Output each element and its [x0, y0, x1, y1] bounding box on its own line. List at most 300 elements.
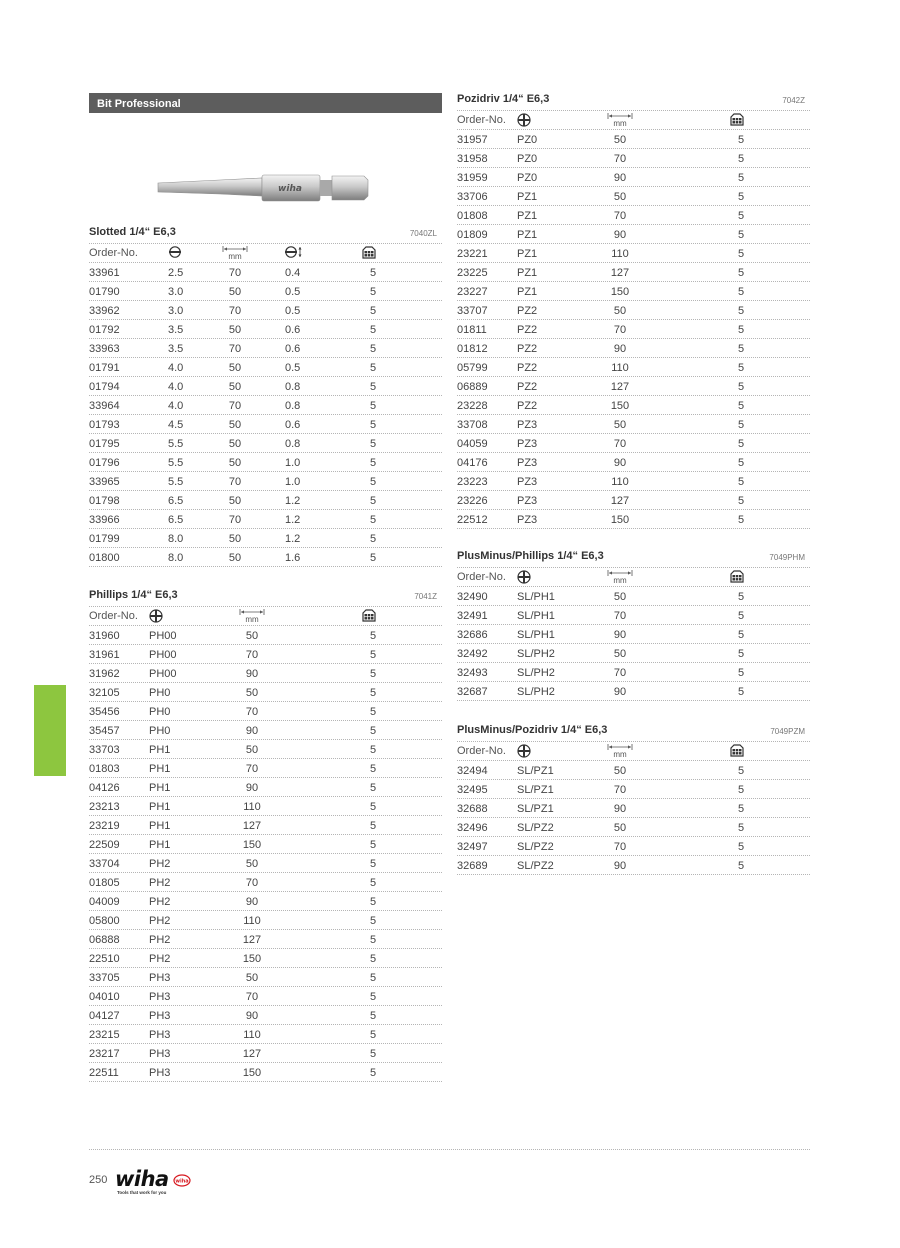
length-cell: 127 — [610, 381, 630, 393]
pack-qty-cell: 5 — [369, 1048, 377, 1060]
length-cell: 90 — [613, 860, 627, 872]
length-cell: 90 — [245, 896, 259, 908]
order-no-cell: 32497 — [457, 841, 488, 853]
length-cell: 90 — [245, 725, 259, 737]
order-no-cell: 22509 — [89, 839, 120, 851]
table-row — [89, 282, 442, 301]
order-no-cell: 35456 — [89, 706, 120, 718]
pack-qty-cell: 5 — [737, 686, 745, 698]
table-row — [89, 434, 442, 453]
length-cell: 90 — [613, 629, 627, 641]
blade-thickness-cell: 0.5 — [285, 362, 301, 374]
pack-qty-cell: 5 — [737, 591, 745, 603]
pack-qty-cell: 5 — [737, 648, 745, 660]
blade-thickness-cell: 1.2 — [285, 495, 301, 507]
order-no-cell: 01796 — [89, 457, 120, 469]
length-cell: 127 — [242, 1048, 262, 1060]
slotted-section — [89, 223, 442, 567]
order-no-cell: 31959 — [457, 172, 488, 184]
order-no-cell: 01800 — [89, 552, 120, 564]
order-no-cell: 04126 — [89, 782, 120, 794]
tip-size-cell: SL/PZ2 — [517, 860, 554, 872]
table-row — [89, 949, 442, 968]
pack-qty-cell: 5 — [369, 858, 377, 870]
table-row — [89, 683, 442, 702]
section-title: Pozidriv 1/4“ E6,3 — [457, 93, 550, 105]
order-no-cell: 01808 — [457, 210, 488, 222]
order-no-cell: 31962 — [89, 668, 120, 680]
length-cell: 50 — [228, 552, 242, 564]
table-row — [457, 168, 810, 187]
phillips-section — [89, 586, 442, 1082]
order-no-cell: 23217 — [89, 1048, 120, 1060]
length-cell: 70 — [245, 649, 259, 661]
table-header-row — [457, 742, 810, 761]
length-cell: 150 — [242, 953, 262, 965]
order-no-cell: 01803 — [89, 763, 120, 775]
table-row — [457, 682, 810, 701]
tip-size-cell: PH2 — [149, 934, 171, 946]
section-code: 7049PZM — [770, 727, 805, 736]
blade-thickness-cell: 0.4 — [285, 267, 301, 279]
tip-size-cell: PH00 — [149, 668, 177, 680]
tip-size-cell: PH0 — [149, 687, 171, 699]
order-no-cell: 31957 — [457, 134, 488, 146]
length-cell: 90 — [245, 1010, 259, 1022]
tip-size-cell: SL/PH2 — [517, 667, 555, 679]
length-cell: 70 — [245, 877, 259, 889]
table-header-row — [89, 607, 442, 626]
tip-size-cell: PH1 — [149, 820, 171, 832]
table-row — [89, 854, 442, 873]
order-no-cell: 32495 — [457, 784, 488, 796]
tip-size-cell: PH2 — [149, 915, 171, 927]
pack-qty-cell: 5 — [737, 784, 745, 796]
pack-qty-cell: 5 — [737, 172, 745, 184]
order-no-cell: 32493 — [457, 667, 488, 679]
order-no-cell: 32491 — [457, 610, 488, 622]
order-no-header: Order-No. — [89, 610, 138, 622]
tip-size-cell: SL/PH1 — [517, 629, 555, 641]
table-row — [457, 377, 810, 396]
length-cell: 70 — [613, 784, 627, 796]
blade-thickness-cell: 0.8 — [285, 438, 301, 450]
table-row — [89, 1063, 442, 1082]
pack-qty-cell: 5 — [369, 1029, 377, 1041]
table-row — [457, 606, 810, 625]
tip-size-cell: PH0 — [149, 706, 171, 718]
order-no-cell: 33963 — [89, 343, 120, 355]
blade-width-cell: 5.5 — [168, 457, 184, 469]
length-cell: 70 — [613, 210, 627, 222]
order-no-header: Order-No. — [457, 571, 506, 583]
order-no-cell: 22512 — [457, 514, 488, 526]
blade-thickness-cell: 1.0 — [285, 476, 301, 488]
order-no-cell: 01799 — [89, 533, 120, 545]
pack-quantity-icon — [730, 113, 744, 126]
tip-size-cell: PZ3 — [517, 438, 538, 450]
table-row — [89, 721, 442, 740]
order-no-cell: 31961 — [89, 649, 120, 661]
pack-qty-cell: 5 — [369, 934, 377, 946]
section-title: PlusMinus/Pozidriv 1/4“ E6,3 — [457, 724, 608, 736]
order-no-cell: 06889 — [457, 381, 488, 393]
tip-size-cell: SL/PZ2 — [517, 841, 554, 853]
blade-thickness-cell: 1.2 — [285, 533, 301, 545]
length-cell: 50 — [613, 305, 627, 317]
order-no-cell: 04010 — [89, 991, 120, 1003]
blade-width-cell: 3.5 — [168, 324, 184, 336]
table-row — [457, 625, 810, 644]
order-no-cell: 23219 — [89, 820, 120, 832]
table-row — [457, 149, 810, 168]
pack-qty-cell: 5 — [369, 744, 377, 756]
tip-size-cell: PZ1 — [517, 229, 538, 241]
order-no-cell: 05799 — [457, 362, 488, 374]
table-row — [89, 1006, 442, 1025]
length-cell: 127 — [242, 820, 262, 832]
length-cell: 70 — [613, 667, 627, 679]
tip-size-cell: PH2 — [149, 858, 171, 870]
table-row — [89, 491, 442, 510]
length-cell: 50 — [228, 533, 242, 545]
length-cell: 150 — [610, 514, 630, 526]
section-code: 7042Z — [782, 96, 805, 105]
length-cell: 70 — [228, 343, 242, 355]
pack-qty-cell: 5 — [737, 400, 745, 412]
table-row — [89, 740, 442, 759]
pack-qty-cell: 5 — [369, 267, 377, 279]
table-row — [89, 415, 442, 434]
tip-size-cell: PZ0 — [517, 172, 538, 184]
tip-size-cell: PZ2 — [517, 343, 538, 355]
slotted-blade-width-icon — [168, 246, 182, 258]
length-cell: 50 — [613, 591, 627, 603]
order-no-cell: 32688 — [457, 803, 488, 815]
table-row — [89, 778, 442, 797]
table-row — [457, 263, 810, 282]
length-cell: 70 — [613, 438, 627, 450]
order-no-cell: 01809 — [457, 229, 488, 241]
blade-width-cell: 4.0 — [168, 400, 184, 412]
tip-size-cell: PH0 — [149, 725, 171, 737]
order-no-cell: 06888 — [89, 934, 120, 946]
table-row — [457, 434, 810, 453]
length-cell: 127 — [610, 495, 630, 507]
table-row — [457, 358, 810, 377]
order-no-cell: 22511 — [89, 1067, 119, 1079]
tip-size-cell: PZ2 — [517, 381, 538, 393]
table-row — [457, 453, 810, 472]
length-cell: 90 — [613, 457, 627, 469]
length-cell: 90 — [613, 343, 627, 355]
length-cell: 70 — [245, 763, 259, 775]
order-no-cell: 01794 — [89, 381, 120, 393]
pack-qty-cell: 5 — [369, 495, 377, 507]
pack-qty-cell: 5 — [369, 953, 377, 965]
length-mm-icon — [607, 570, 633, 584]
tip-size-cell: PZ3 — [517, 495, 538, 507]
blade-width-cell: 8.0 — [168, 552, 184, 564]
tip-size-cell: PH2 — [149, 896, 171, 908]
blade-width-cell: 5.5 — [168, 476, 184, 488]
length-cell: 50 — [245, 972, 259, 984]
pack-qty-cell: 5 — [737, 841, 745, 853]
length-cell: 70 — [228, 305, 242, 317]
pack-qty-cell: 5 — [369, 305, 377, 317]
tip-size-cell: PH3 — [149, 1029, 171, 1041]
order-no-cell: 32686 — [457, 629, 488, 641]
tip-size-cell: SL/PZ1 — [517, 765, 554, 777]
length-cell: 70 — [245, 991, 259, 1003]
order-no-cell: 32490 — [457, 591, 488, 603]
length-cell: 50 — [245, 687, 259, 699]
table-row — [457, 206, 810, 225]
length-cell: 50 — [245, 858, 259, 870]
table-row — [89, 301, 442, 320]
pack-quantity-icon — [730, 570, 744, 583]
pack-qty-cell: 5 — [369, 286, 377, 298]
pack-qty-cell: 5 — [737, 457, 745, 469]
table-row — [89, 396, 442, 415]
pack-qty-cell: 5 — [369, 1067, 377, 1079]
logo-tagline: Tools that work for you — [117, 1190, 167, 1195]
table-row — [89, 987, 442, 1006]
table-row — [89, 453, 442, 472]
section-title: Slotted 1/4“ E6,3 — [89, 226, 176, 238]
pack-qty-cell: 5 — [369, 476, 377, 488]
table-row — [457, 339, 810, 358]
tip-size-cell: PZ3 — [517, 419, 538, 431]
table-row — [457, 320, 810, 339]
pack-qty-cell: 5 — [737, 210, 745, 222]
svg-text:mm: mm — [613, 750, 627, 758]
length-cell: 50 — [228, 438, 242, 450]
tip-size-cell: PZ2 — [517, 324, 538, 336]
pack-qty-cell: 5 — [737, 267, 745, 279]
tip-size-cell: PH1 — [149, 782, 171, 794]
svg-text:mm: mm — [228, 252, 242, 260]
pack-qty-cell: 5 — [737, 229, 745, 241]
order-no-cell: 31958 — [457, 153, 488, 165]
pack-qty-cell: 5 — [737, 438, 745, 450]
svg-text:wiha: wiha — [175, 1178, 189, 1185]
tip-size-cell: PZ3 — [517, 476, 538, 488]
tip-size-cell: SL/PH2 — [517, 686, 555, 698]
table-row — [89, 797, 442, 816]
tip-size-cell: PH1 — [149, 744, 171, 756]
table-row — [457, 472, 810, 491]
footer-rule — [89, 1149, 810, 1150]
section-title: PlusMinus/Phillips 1/4“ E6,3 — [457, 550, 604, 562]
tip-size-cell: PH1 — [149, 801, 171, 813]
table-row — [457, 301, 810, 320]
length-cell: 50 — [245, 744, 259, 756]
blade-width-cell: 3.0 — [168, 305, 184, 317]
pack-qty-cell: 5 — [369, 381, 377, 393]
pack-qty-cell: 5 — [737, 667, 745, 679]
tip-size-cell: SL/PH2 — [517, 648, 555, 660]
length-cell: 50 — [613, 134, 627, 146]
tip-size-cell: PZ1 — [517, 191, 538, 203]
pack-qty-cell: 5 — [369, 438, 377, 450]
order-no-cell: 23223 — [457, 476, 488, 488]
table-row — [457, 856, 810, 875]
wiha-logo — [115, 1168, 193, 1198]
length-cell: 70 — [245, 706, 259, 718]
length-cell: 50 — [228, 495, 242, 507]
pack-qty-cell: 5 — [369, 324, 377, 336]
order-no-cell: 33966 — [89, 514, 120, 526]
pack-qty-cell: 5 — [369, 649, 377, 661]
section-code: 7041Z — [414, 592, 437, 601]
table-row — [457, 187, 810, 206]
pack-qty-cell: 5 — [737, 191, 745, 203]
table-row — [457, 130, 810, 149]
svg-text:mm: mm — [245, 615, 259, 623]
length-cell: 150 — [610, 286, 630, 298]
order-no-cell: 33704 — [89, 858, 120, 870]
length-mm-icon — [607, 113, 633, 127]
blade-width-cell: 5.5 — [168, 438, 184, 450]
pack-qty-cell: 5 — [737, 305, 745, 317]
tip-size-cell: PH2 — [149, 953, 171, 965]
tip-size-cell: PH1 — [149, 839, 171, 851]
length-cell: 110 — [243, 1029, 261, 1041]
order-no-cell: 01795 — [89, 438, 120, 450]
section-code: 7049PHM — [769, 553, 805, 562]
order-no-cell: 23215 — [89, 1029, 120, 1041]
table-row — [89, 702, 442, 721]
tip-size-cell: SL/PZ2 — [517, 822, 554, 834]
table-row — [89, 835, 442, 854]
length-cell: 50 — [228, 362, 242, 374]
length-cell: 150 — [610, 400, 630, 412]
table-row — [89, 968, 442, 987]
length-cell: 90 — [245, 668, 259, 680]
chapter-tab-marker — [34, 685, 66, 776]
table-row — [89, 873, 442, 892]
tip-size-cell: PZ1 — [517, 267, 538, 279]
order-no-cell: 33965 — [89, 476, 120, 488]
blade-width-cell: 4.0 — [168, 362, 184, 374]
length-cell: 50 — [613, 191, 627, 203]
table-row — [457, 644, 810, 663]
blade-width-cell: 3.5 — [168, 343, 184, 355]
pack-qty-cell: 5 — [369, 991, 377, 1003]
table-header-row — [89, 244, 442, 263]
order-no-cell: 23227 — [457, 286, 488, 298]
pack-qty-cell: 5 — [737, 803, 745, 815]
table-row — [89, 358, 442, 377]
order-no-cell: 33703 — [89, 744, 120, 756]
pack-qty-cell: 5 — [737, 362, 745, 374]
pack-qty-cell: 5 — [737, 419, 745, 431]
table-row — [89, 510, 442, 529]
order-no-cell: 32689 — [457, 860, 488, 872]
pack-qty-cell: 5 — [737, 248, 745, 260]
order-no-cell: 32492 — [457, 648, 488, 660]
order-no-header: Order-No. — [457, 745, 506, 757]
pozidriv-section — [457, 90, 810, 529]
pack-qty-cell: 5 — [737, 324, 745, 336]
order-no-cell: 33706 — [457, 191, 488, 203]
order-no-cell: 33961 — [89, 267, 120, 279]
order-no-cell: 23221 — [457, 248, 488, 260]
pack-qty-cell: 5 — [369, 763, 377, 775]
order-no-cell: 01791 — [89, 362, 120, 374]
length-cell: 70 — [613, 841, 627, 853]
pack-qty-cell: 5 — [369, 533, 377, 545]
order-no-cell: 01793 — [89, 419, 120, 431]
pack-qty-cell: 5 — [369, 514, 377, 526]
table-row — [89, 529, 442, 548]
tip-size-cell: PZ3 — [517, 514, 538, 526]
order-no-cell: 23225 — [457, 267, 488, 279]
pack-quantity-icon — [362, 609, 376, 622]
svg-text:wiha: wiha — [278, 184, 302, 194]
length-cell: 110 — [243, 801, 261, 813]
pack-qty-cell: 5 — [737, 476, 745, 488]
order-no-cell: 33708 — [457, 419, 488, 431]
blade-thickness-cell: 0.6 — [285, 343, 301, 355]
pack-qty-cell: 5 — [737, 495, 745, 507]
tip-size-cell: PZ3 — [517, 457, 538, 469]
plusminus-phillips-section — [457, 547, 810, 701]
pack-qty-cell: 5 — [737, 381, 745, 393]
blade-width-cell: 2.5 — [168, 267, 184, 279]
table-row — [89, 930, 442, 949]
order-no-cell: 33705 — [89, 972, 120, 984]
pack-qty-cell: 5 — [369, 915, 377, 927]
tip-size-cell: SL/PH1 — [517, 610, 555, 622]
length-cell: 110 — [611, 362, 629, 374]
tip-size-cell: SL/PZ1 — [517, 803, 554, 815]
length-mm-icon — [607, 744, 633, 758]
cross-tip-icon — [517, 744, 531, 758]
table-row — [457, 396, 810, 415]
tip-size-cell: PZ2 — [517, 362, 538, 374]
section-title: Phillips 1/4“ E6,3 — [89, 589, 178, 601]
order-no-cell: 33964 — [89, 400, 120, 412]
table-row — [89, 472, 442, 491]
blade-thickness-cell: 0.5 — [285, 305, 301, 317]
tip-size-cell: PZ0 — [517, 134, 538, 146]
blade-width-cell: 3.0 — [168, 286, 184, 298]
order-no-cell: 23226 — [457, 495, 488, 507]
pack-qty-cell: 5 — [737, 765, 745, 777]
table-row — [89, 339, 442, 358]
order-no-cell: 04059 — [457, 438, 488, 450]
length-cell: 90 — [245, 782, 259, 794]
tip-size-cell: PH1 — [149, 763, 171, 775]
blade-thickness-cell: 1.0 — [285, 457, 301, 469]
table-row — [89, 548, 442, 567]
order-no-cell: 23213 — [89, 801, 120, 813]
table-row — [457, 282, 810, 301]
table-row — [89, 377, 442, 396]
pack-qty-cell: 5 — [369, 419, 377, 431]
length-cell: 70 — [228, 400, 242, 412]
table-row — [457, 225, 810, 244]
length-cell: 127 — [242, 934, 262, 946]
table-row — [89, 1025, 442, 1044]
pack-qty-cell: 5 — [369, 896, 377, 908]
pack-qty-cell: 5 — [737, 286, 745, 298]
length-cell: 90 — [613, 686, 627, 698]
blade-width-cell: 4.5 — [168, 419, 184, 431]
tip-size-cell: PH3 — [149, 972, 171, 984]
